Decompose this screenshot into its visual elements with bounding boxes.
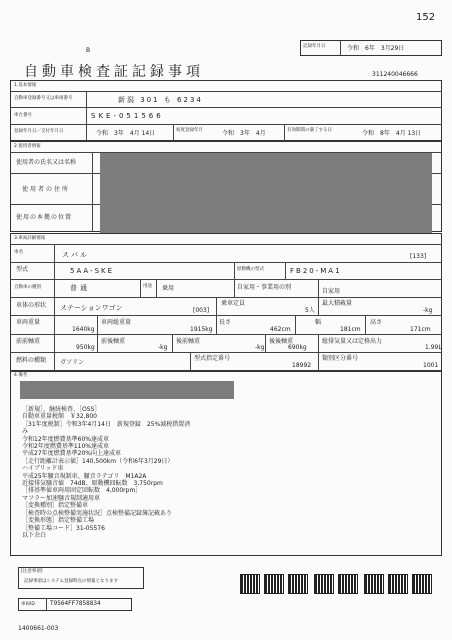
front-front-axle-label: 前前軸重 (16, 338, 41, 345)
engine-value: FB20-MA1 (290, 267, 342, 275)
use-value: 乗用 (162, 285, 175, 292)
section2-heading: 2.使用者情報 (14, 144, 41, 149)
remark-line: ［変換種別］指定整備車 (22, 502, 89, 510)
qr-code-icon (338, 574, 358, 594)
page-number: 152 (416, 12, 436, 23)
document-number: 311240046666 (372, 71, 418, 78)
redaction-block (100, 153, 432, 233)
notice-text: 記録事項はシステム登録時点の情報となります (24, 579, 119, 584)
reg-number-value: 新潟 301 も 6234 (118, 96, 203, 104)
expiry-value: 令和 8年 4月 13日 (362, 130, 422, 137)
front-rear-axle-label: 前後軸重 (101, 338, 126, 345)
gross-weight-label: 車両総重量 (101, 319, 132, 326)
remark-line: 自動車重量税額 ￥32,800 (22, 413, 97, 421)
remark-line: 令和2年度燃費基準110%達成車 (22, 443, 109, 451)
type-number-label: 型式指定番号 (194, 355, 231, 362)
kind-value: 普通 (70, 284, 90, 292)
type-number-value: 18992 (292, 362, 312, 369)
record-date-value: 令和 6年 3月29日 (347, 45, 405, 52)
user-address-label: 使用者の住所 (22, 186, 71, 193)
chassis-value: SKE-051566 (91, 112, 164, 120)
qr-code-icon (364, 574, 384, 594)
category-number-label: 類別区分番号 (322, 355, 359, 362)
kind-label: 自動車の種別 (14, 285, 41, 290)
gross-weight-value: 1915kg (190, 326, 213, 333)
remark-line: 令和12年度燃費基準60%達成車 (22, 435, 109, 443)
business-value: 自家用 (322, 288, 341, 295)
section4-heading: 4.備考 (14, 373, 28, 378)
remark-line: ［整備工場コード］31-05576 (22, 524, 105, 532)
fuel-value: ガソリン (60, 359, 85, 366)
remark-line: マフラー加速騒音規制適用車 (22, 494, 101, 502)
width-label: 幅 (315, 319, 322, 326)
remark-line: 近接排気騒音値 74dB、原動機回転数 3,750rpm (22, 480, 163, 488)
user-name-label: 使用者の氏名又は名称 (16, 159, 77, 166)
length-label: 長さ (219, 319, 232, 326)
max-load-label: 最大積載量 (322, 300, 353, 307)
rear-rear-axle-label: 後後軸重 (269, 338, 294, 345)
qr-code-icon (314, 574, 334, 594)
chassis-label: 車台番号 (14, 113, 32, 118)
remark-line: 平成25年騒音規制車、騒音ラテゴリ M1A2A (22, 472, 147, 480)
displacement-value: 1.99L (425, 344, 442, 351)
remark-line: ［排基準値車両用固定回転数 4,000rpm］ (22, 487, 142, 495)
issue-date-label: 登録年月日／交付年月日 (14, 129, 64, 134)
body-code: [003] (193, 307, 210, 314)
remark-line: ［新規］、継続検査、［OSS］ (22, 406, 101, 413)
front-rear-axle-value: -kg (158, 344, 168, 351)
first-reg-label: 初度登録年月 (176, 128, 203, 133)
width-value: 181cm (340, 326, 361, 333)
qr-code-icon (412, 574, 432, 594)
form-letter: B (86, 47, 91, 54)
remarks-redaction (20, 381, 234, 399)
qr-code-icon (240, 574, 260, 594)
remark-line: ［31年度税制］令和3年4月14日 新規登録 25%減税措置済 (22, 420, 191, 428)
weight-label: 車両重量 (16, 319, 41, 326)
model-value: 5AA-SKE (70, 267, 115, 275)
rear-rear-axle-value: 690kg (288, 344, 307, 351)
section1-heading: 1.基本情報 (14, 83, 37, 88)
car-id-label: 車両ID (21, 602, 35, 607)
qr-code-icon (264, 574, 284, 594)
expiry-label: 有効期間の満了する日 (287, 128, 332, 133)
business-label: 自家用・事業用の別 (237, 284, 292, 291)
capacity-label: 乗車定員 (221, 300, 246, 307)
remark-line: ［検査時の点検整備実施状況］点検整備記録簿記載あり (22, 509, 173, 517)
remark-line: 以下余白 (22, 531, 47, 539)
use-label: 用途 (143, 284, 152, 289)
rear-front-axle-label: 後前軸重 (176, 338, 201, 345)
maker-value: スバル (62, 251, 89, 259)
displacement-label: 総排気量又は定格出力 (322, 338, 383, 345)
issue-date-value: 令和 3年 4月 14日 (96, 130, 156, 137)
remark-line: み (22, 428, 29, 436)
maker-code: [133] (410, 253, 427, 260)
fuel-label: 燃料の種類 (16, 357, 47, 364)
engine-label: 原動機の型式 (237, 267, 264, 272)
remark-line: 平成27年度燃費基準20%向上達成車 (22, 450, 121, 458)
front-front-axle-value: 950kg (76, 344, 95, 351)
serial-number: 1400661-003 (18, 625, 59, 632)
max-load-value: -kg (423, 307, 433, 314)
reg-number-label: 自動車登録番号又は車両番号 (14, 96, 73, 101)
length-value: 462cm (270, 326, 291, 333)
remark-line: ［変換形態］指定整備工場 (22, 517, 95, 525)
model-label: 型式 (16, 266, 29, 273)
rear-front-axle-value: -kg (255, 344, 265, 351)
remarks-list (22, 406, 190, 539)
remark-line: ハイブリッド車 (22, 465, 64, 473)
qr-code-icon (288, 574, 308, 594)
body-label: 車体の形状 (16, 302, 47, 309)
category-number-value: 1001 (423, 362, 439, 369)
record-date-label: 記録年月日 (303, 44, 326, 49)
notice-title: [注意事項] (21, 569, 43, 574)
remark-line: ［走行距離計表示値］140,500km（令和6年3月29日） (22, 457, 174, 465)
height-value: 171cm (410, 326, 431, 333)
qr-code-icon (388, 574, 408, 594)
body-value: ステーションワゴン (60, 304, 123, 312)
base-location-label: 使用の本拠の位置 (16, 214, 73, 221)
section3-heading: 3.車両詳細情報 (14, 236, 46, 241)
height-label: 高さ (370, 319, 383, 326)
car-id-value: T9564FF7858834 (50, 600, 101, 607)
document-title: 自動車検査証記録事項 (24, 64, 204, 80)
capacity-value: 5人 (305, 307, 315, 314)
weight-value: 1640kg (72, 326, 95, 333)
first-reg-value: 令和 3年 4月 (222, 130, 266, 137)
maker-label: 車名 (14, 250, 23, 255)
